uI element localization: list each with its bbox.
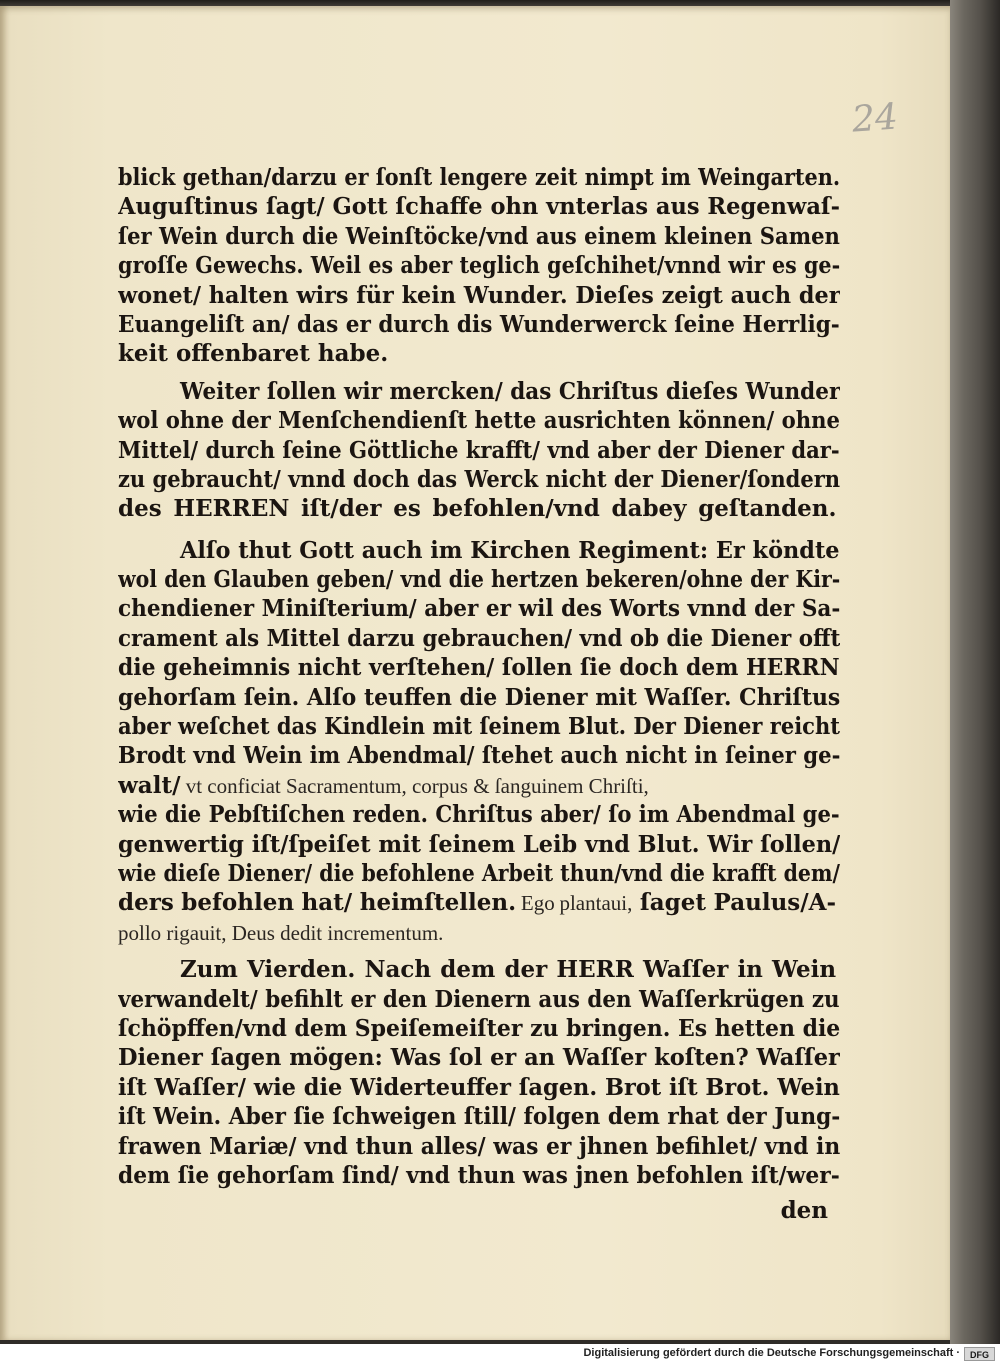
line-text: verwandelt/ befihlt er den Dienern aus den Waſſerkrügen zu xyxy=(118,985,840,1013)
line-text: des HERREN iſt/der es befohlen/vnd dabey geſtanden. xyxy=(118,495,837,523)
text-line xyxy=(118,859,840,888)
text-line xyxy=(118,741,840,770)
line-text: wol den Glauben geben/ vnd die hertzen bekeren/ohne der Kir- xyxy=(118,566,840,594)
line-text: wol ohne der Menſchendienſt hette ausrichten können/ ohne xyxy=(118,407,840,435)
line-text xyxy=(118,918,443,947)
line-text: wonet/ halten wirs für kein Wunder. Dieſes zeigt auch der xyxy=(118,281,840,309)
line-text: Brodt vnd Wein im Abendmal/ ſtehet auch nicht in ſeiner ge- xyxy=(118,742,840,770)
line-text: iſt Wein. Aber ſie ſchweigen ſtill/ folgen dem rhat der Jung- xyxy=(118,1103,840,1131)
paragraph xyxy=(118,536,840,947)
text-line xyxy=(118,800,840,829)
text-line xyxy=(118,310,840,339)
line-text: Diener ſagen mögen: Was ſol er an Waſſer koſten? Waſſer xyxy=(118,1044,840,1072)
line-text: wie die Pebſtiſchen reden. Chriſtus aber/ ſo im Abendmal ge- xyxy=(118,801,840,829)
text-line xyxy=(118,251,840,280)
text-line xyxy=(118,1014,840,1043)
line-text: wie dieſe Diener/ die befohlene Arbeit thun/vnd die krafft dem/ xyxy=(118,859,840,887)
line-text: chendiener Miniſterium/ aber er wil des Worts vnnd der Sa- xyxy=(118,595,840,623)
text-line xyxy=(118,1043,840,1072)
text-line xyxy=(118,192,840,221)
paragraph xyxy=(118,955,840,1190)
line-text: Weiter ſollen wir mercken/ das Chriſtus dieſes Wunder xyxy=(180,377,840,405)
line-text: iſt Waſſer/ wie die Widerteuffer ſagen. Brot iſt Brot. Wein xyxy=(118,1073,840,1101)
latin-phrase: pollo rigauit, Deus dedit incrementum. xyxy=(118,920,444,945)
line-text: blick gethan/darzu er ſonſt lengere zeit nimpt im Weingarten. xyxy=(118,164,840,191)
line-text xyxy=(118,771,649,800)
scan-right-edge xyxy=(950,0,1000,1344)
scanned-page xyxy=(0,6,950,1340)
dfg-logo-icon: DFG xyxy=(964,1347,995,1361)
line-text: ſer Wein durch die Weinſtöcke/vnd aus einem kleinen Samen xyxy=(118,222,840,250)
paragraph xyxy=(118,163,840,369)
line-text xyxy=(118,888,836,917)
line-text: Mittel/ durch ſeine Göttliche krafft/ vnd aber der Diener dar- xyxy=(118,436,840,464)
catchword: den xyxy=(780,1197,828,1225)
line-text: Euangeliſt an/ das er durch dis Wunderwerck ſeine Herrlig- xyxy=(118,310,840,338)
text-line xyxy=(118,653,840,682)
footer-credit: Digitalisierung gefördert durch die Deutsche Forschungsgemeinschaft · xyxy=(583,1347,960,1359)
folio-number: 24 xyxy=(850,96,900,141)
text-line xyxy=(118,918,840,947)
text-line xyxy=(118,1132,840,1161)
text-line xyxy=(118,1102,840,1131)
text-line xyxy=(118,163,840,192)
text-line xyxy=(118,565,840,594)
footer-bar xyxy=(0,1344,1000,1364)
line-text: groſſe Gewechs. Weil es aber teglich geſchihet/vnnd wir es ge- xyxy=(118,252,840,280)
text-line xyxy=(118,888,840,917)
line-text: Zum Vierden. Nach dem der HERR Waſſer in Wein xyxy=(180,956,837,984)
text-line xyxy=(118,771,840,800)
text-line xyxy=(118,594,840,623)
german-phrase: ſaget Paulus/A- xyxy=(632,889,837,917)
text-line xyxy=(118,281,840,310)
paragraph xyxy=(118,377,840,524)
text-line xyxy=(118,536,840,565)
text-line xyxy=(118,222,840,251)
latin-phrase: Ego plantaui, xyxy=(516,891,633,916)
text-line xyxy=(118,830,840,859)
text-line xyxy=(118,955,840,984)
text-line xyxy=(118,683,840,712)
german-phrase: walt/ xyxy=(118,771,181,799)
text-line xyxy=(118,339,840,368)
line-text: ſchöpffen/vnd dem Speiſemeiſter zu bringen. Es hetten die xyxy=(118,1014,840,1042)
line-text: aber weſchet das Kindlein mit ſeinem Blut. Der Diener reicht xyxy=(118,713,840,741)
line-text: Alſo thut Gott auch im Kirchen Regiment: Er köndte xyxy=(180,536,840,564)
text-line xyxy=(118,1161,840,1190)
line-text: keit offenbaret habe. xyxy=(118,340,389,368)
text-line xyxy=(118,624,840,653)
line-text: dem ſie gehorſam ſind/ vnd thun was jnen befohlen iſt/wer- xyxy=(118,1161,840,1189)
text-block xyxy=(118,163,840,1226)
text-line xyxy=(118,712,840,741)
text-line xyxy=(118,436,840,465)
text-line xyxy=(118,494,840,523)
line-text: genwertig iſt/ſpeiſet mit ſeinem Leib vnd Blut. Wir ſollen/ xyxy=(118,830,840,858)
line-text: zu gebraucht/ vnnd doch das Werck nicht der Diener/ſondern xyxy=(118,465,840,493)
line-text: crament als Mittel darzu gebrauchen/ vnd ob die Diener offt xyxy=(118,624,840,652)
line-text: die geheimnis nicht verſtehen/ ſollen ſie doch dem HERRN xyxy=(118,654,840,682)
text-line xyxy=(118,465,840,494)
text-line xyxy=(118,985,840,1014)
line-text: gehorſam ſein. Alſo teuffen die Diener mit Waſſer. Chriſtus xyxy=(118,683,840,711)
german-phrase: ders befohlen hat/ heimſtellen. xyxy=(118,889,517,917)
latin-phrase: vt conficiat Sacramentum, corpus & ſanguinem Chriſti, xyxy=(180,773,649,798)
line-text: frawen Mariæ/ vnd thun alles/ was er jhnen befihlet/ vnd in xyxy=(118,1132,840,1160)
text-line xyxy=(118,1073,840,1102)
text-line xyxy=(118,377,840,406)
line-text: Auguſtinus ſagt/ Gott ſchaffe ohn vnterlas aus Regenwaſ- xyxy=(118,193,840,221)
text-line xyxy=(118,406,840,435)
